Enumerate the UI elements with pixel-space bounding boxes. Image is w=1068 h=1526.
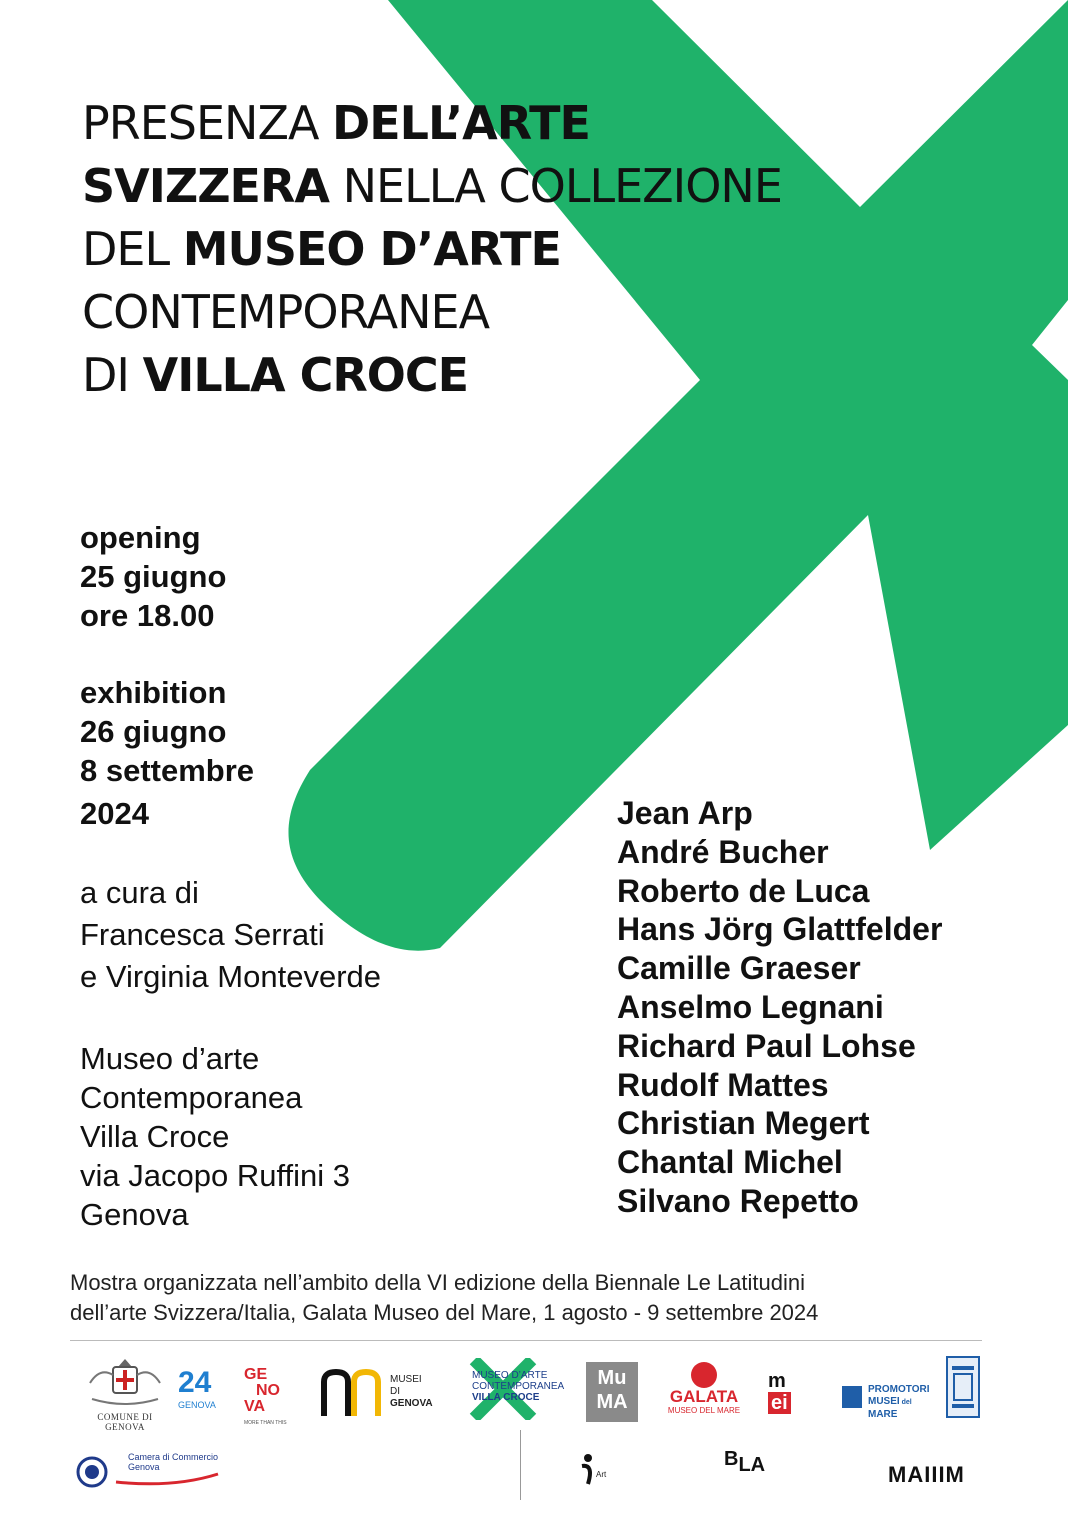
genova-brand-no: NO xyxy=(256,1382,280,1399)
camera-line-2: Genova xyxy=(128,1462,160,1472)
comune-di-genova-logo xyxy=(80,1355,170,1432)
genova-brand-va: VA xyxy=(244,1398,266,1415)
comune-label: COMUNE DI GENOVA xyxy=(97,1412,153,1432)
venue-line: via Jacopo Ruffini 3 xyxy=(80,1158,350,1193)
mei-line-2: ei xyxy=(768,1392,791,1414)
promotori-line-1: PROMOTORI xyxy=(868,1384,930,1395)
artist-name: Camille Graeser xyxy=(617,950,861,987)
opening-date: 25 giugno xyxy=(80,559,227,594)
mei-logo xyxy=(768,1370,810,1418)
art-label: Art xyxy=(596,1470,607,1479)
musei-m-icon xyxy=(320,1368,384,1418)
promotori-musei-logo xyxy=(840,1376,932,1418)
artist-name: Roberto de Luca xyxy=(617,872,870,909)
musei-text xyxy=(390,1374,433,1410)
title-text: DEL xyxy=(82,222,183,276)
biennale-note xyxy=(70,1268,1000,1328)
title-text-bold: VILLA CROCE xyxy=(142,348,469,402)
bla-la: LA xyxy=(738,1454,766,1476)
art-mark-icon xyxy=(580,1452,596,1488)
venue-line: Contemporanea xyxy=(80,1080,303,1115)
footer-divider xyxy=(70,1340,982,1341)
venue-line: Villa Croce xyxy=(80,1119,230,1154)
artist-name: Christian Megert xyxy=(617,1105,870,1142)
artist-name: André Bucher xyxy=(617,833,829,870)
title-text-bold: DELL’ARTE xyxy=(332,96,590,150)
exhibition-label: exhibition xyxy=(80,675,227,710)
venue-line: Genova xyxy=(80,1197,189,1232)
sponsor-divider xyxy=(520,1430,521,1500)
opening-info xyxy=(80,518,226,635)
exhibition-year: 2024 xyxy=(80,796,149,831)
villa-croce-line-1: MUSEO D’ARTE xyxy=(472,1370,548,1381)
title-text-bold: SVIZZERA xyxy=(82,159,329,213)
muma-line-2: MA xyxy=(596,1391,628,1413)
title-text: DI xyxy=(82,348,143,402)
coat-of-arms-icon xyxy=(80,1355,170,1407)
genova-24-label: GENOVA xyxy=(178,1400,216,1410)
title-text-bold: MUSEO D’ARTE xyxy=(182,222,561,276)
galata-name: GALATA xyxy=(669,1387,739,1406)
genova-brand-logo xyxy=(244,1366,304,1426)
biblioteca-logo xyxy=(946,1356,980,1418)
title-line-3 xyxy=(82,218,782,281)
artist-name: Silvano Repetto xyxy=(617,1182,859,1219)
musei-line-2: DI xyxy=(390,1386,400,1397)
title-line-1 xyxy=(82,92,782,155)
exhibition-end: 8 settembre xyxy=(80,753,255,788)
venue-line: Museo d’arte xyxy=(80,1041,260,1076)
galata-logo xyxy=(664,1362,744,1422)
curators-label: a cura di xyxy=(80,875,199,910)
promotori-line-2: MUSEI xyxy=(868,1396,900,1407)
artist-name: Hans Jörg Glattfelder xyxy=(617,911,943,948)
bla-b: B xyxy=(724,1448,739,1470)
camera-commercio-logo xyxy=(114,1452,224,1488)
villa-croce-text xyxy=(472,1370,564,1403)
artist-name: Richard Paul Lohse xyxy=(617,1027,916,1064)
curators xyxy=(80,872,381,998)
artist-name: Chantal Michel xyxy=(617,1144,843,1181)
title-text: CONTEMPORANEA xyxy=(82,285,490,339)
villa-croce-line-3: VILLA CROCE xyxy=(472,1392,540,1403)
seal-icon xyxy=(76,1456,108,1488)
maiiim-logo: MAIIIM xyxy=(888,1462,965,1487)
library-icon xyxy=(948,1358,978,1416)
artist-name: Anselmo Legnani xyxy=(617,988,884,1025)
title-text: PRESENZA xyxy=(82,96,333,150)
musei-di-genova-logo xyxy=(320,1368,433,1420)
opening-time: ore 18.00 xyxy=(80,598,215,633)
muma-line-1: Mu xyxy=(597,1367,627,1389)
galata-subtitle: MUSEO DEL MARE xyxy=(667,1406,741,1415)
curator-1: Francesca Serrati xyxy=(80,917,325,952)
mei-line-1: m xyxy=(768,1370,786,1392)
opening-label: opening xyxy=(80,520,201,555)
title-line-2 xyxy=(82,155,782,218)
camera-commercio-emblem xyxy=(76,1456,108,1488)
musei-line-1: MUSEI xyxy=(390,1374,422,1385)
curator-2: e Virginia Monteverde xyxy=(80,959,381,994)
musei-line-3: GENOVA xyxy=(390,1398,433,1409)
genova-brand-tag: MORE THAN THIS xyxy=(244,1420,287,1426)
villa-croce-line-2: CONTEMPORANEA xyxy=(472,1381,565,1392)
promotori-text: PROMOTORI MUSEI del MARE xyxy=(868,1384,932,1421)
genova-brand-ge: GE xyxy=(244,1366,268,1383)
bla-logo xyxy=(724,1448,794,1486)
camera-line-1: Camera di Commercio xyxy=(128,1452,219,1462)
boat-icon xyxy=(840,1382,864,1412)
title-line-5 xyxy=(82,344,782,407)
title-line-4 xyxy=(82,281,782,344)
artists-list xyxy=(617,794,942,1221)
exhibition-title xyxy=(82,92,782,407)
venue-address xyxy=(80,1039,350,1234)
swoosh-icon xyxy=(114,1472,224,1486)
villa-croce-logo xyxy=(462,1358,565,1420)
muma-logo xyxy=(586,1362,638,1422)
artist-name: Jean Arp xyxy=(617,795,753,831)
title-text: NELLA COLLEZIONE xyxy=(329,159,782,213)
artist-name: Rudolf Mattes xyxy=(617,1066,829,1103)
genova-24-number: 24 xyxy=(178,1366,212,1399)
note-line-1: Mostra organizzata nell’ambito della VI edizione della Biennale Le Latitudini xyxy=(70,1270,806,1295)
genova-24-logo xyxy=(178,1366,228,1422)
exhibition-start: 26 giugno xyxy=(80,714,227,749)
art-commission-logo xyxy=(580,1452,640,1492)
note-line-2: dell’arte Svizzera/Italia, Galata Museo del Mare, 1 agosto - 9 settembre 2024 xyxy=(70,1300,819,1325)
galata-emblem-icon xyxy=(691,1362,717,1388)
promotori-line-3: MARE xyxy=(868,1409,898,1420)
exhibition-info xyxy=(80,673,254,790)
